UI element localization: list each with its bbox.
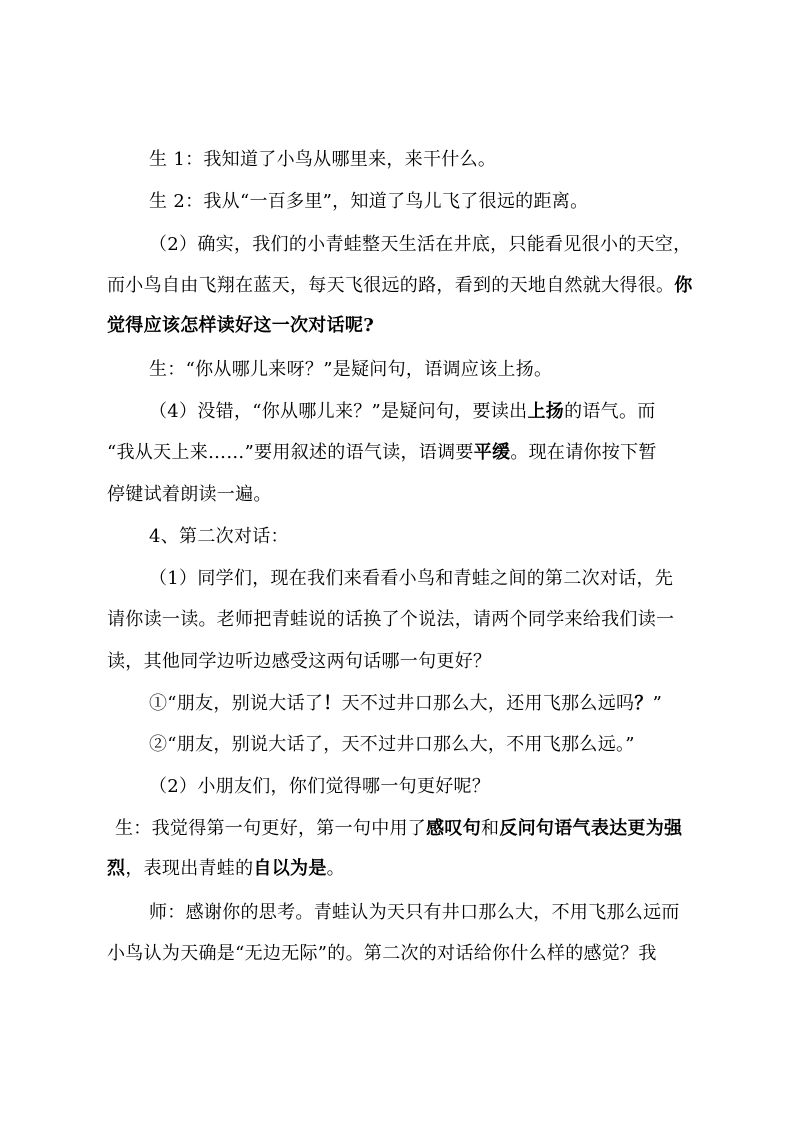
text-run: 请你读一读。老师把青蛙说的话换了个说法，请两个同学来给我们读一 — [107, 609, 675, 630]
text-run: 的语气。而 — [564, 401, 656, 422]
bold-run: 觉得应该怎样读好这一次对话呢? — [107, 315, 375, 336]
bold-run: ？ — [634, 693, 653, 714]
paragraph-student1 — [149, 148, 496, 172]
paragraph-student2 — [149, 190, 588, 214]
text-run: “我从天上来……”要用叙述的语气读，语调要 — [107, 442, 474, 463]
section-heading-second-dialogue — [149, 525, 289, 549]
bold-run: 上扬 — [527, 401, 565, 422]
text-run: （4）没错，“你从哪儿来？”是疑问句，要读出 — [149, 401, 528, 422]
paragraph-teacher-4-line2 — [107, 441, 657, 465]
paragraph-teacher-thanks-line2 — [107, 942, 657, 966]
paragraph-teacher-question — [149, 775, 490, 799]
bold-run: 反问句语气表达更为强 — [499, 818, 683, 839]
paragraph-teacher-thanks-line1 — [149, 901, 680, 925]
text-run: 而小鸟自由飞翔在蓝天，每天飞很远的路，看到的天地自然就大得很。 — [107, 275, 675, 296]
paragraph-teacher-2-line3 — [107, 314, 374, 338]
text-run: 小鸟认为天确是“无边无际”的。第二次的对话给你什么样的感觉？我 — [107, 943, 657, 964]
text-run: 生 2：我从“一百多里”，知道了鸟儿飞了很远的距离。 — [149, 191, 589, 212]
text-run: 。 — [326, 858, 345, 879]
bold-run: 平缓 — [473, 442, 511, 463]
paragraph-teacher-4-line1 — [149, 400, 656, 424]
bold-run: ！ — [323, 693, 342, 714]
text-run: 。现在请你按下暂 — [510, 442, 657, 463]
paragraph-teacher-2-line1 — [149, 233, 691, 257]
paragraph-teacher-2-line2 — [107, 274, 693, 298]
text-run: 生：我觉得第一句更好，第一句中用了 — [115, 818, 427, 839]
text-run: 和 — [481, 818, 500, 839]
paragraph-teacher-4-line3 — [107, 483, 272, 507]
bold-run: 你 — [674, 275, 693, 296]
text-run: 4、第二次对话： — [149, 526, 289, 547]
text-run: 停键试着朗读一遍。 — [107, 484, 272, 505]
text-run: 生 1：我知道了小鸟从哪里来，来干什么。 — [149, 149, 497, 170]
text-run: 生：“你从哪儿来呀？”是疑问句，语调应该上扬。 — [149, 359, 553, 380]
paragraph-student-reply-line1 — [115, 817, 682, 841]
text-run: 师：感谢你的思考。青蛙认为天只有井口那么大，不用飞那么远而 — [149, 902, 680, 923]
text-run: ②“朋友，别说大话了，天不过井口那么大，不用飞那么远。” — [149, 734, 635, 755]
quote-sentence-2 — [149, 733, 635, 757]
paragraph-teacher-1-line2 — [107, 608, 674, 632]
bold-run: 烈 — [107, 858, 126, 879]
text-run: （1）同学们，现在我们来看看小鸟和青蛙之间的第二次对话，先 — [149, 568, 674, 589]
text-run: （2）小朋友们，你们觉得哪一句更好呢？ — [149, 776, 491, 797]
text-run: （2）确实，我们的小青蛙整天生活在井底，只能看见很小的天空， — [149, 234, 692, 255]
paragraph-student-answer — [149, 358, 552, 382]
paragraph-teacher-1-line3 — [107, 650, 491, 674]
text-run: 天不过井口那么大，还用飞那么远吗 — [341, 693, 635, 714]
quote-sentence-1 — [149, 692, 662, 716]
bold-run: 自以为是 — [253, 858, 327, 879]
paragraph-student-reply-line2 — [107, 857, 345, 881]
text-run: 读，其他同学边听边感受这两句话哪一句更好？ — [107, 651, 492, 672]
paragraph-teacher-1-line1 — [149, 567, 673, 591]
text-run: ，表现出青蛙的 — [125, 858, 254, 879]
bold-run: 感叹句 — [426, 818, 482, 839]
text-run: ” — [652, 693, 663, 714]
text-run: ①“朋友，别说大话了 — [149, 693, 324, 714]
